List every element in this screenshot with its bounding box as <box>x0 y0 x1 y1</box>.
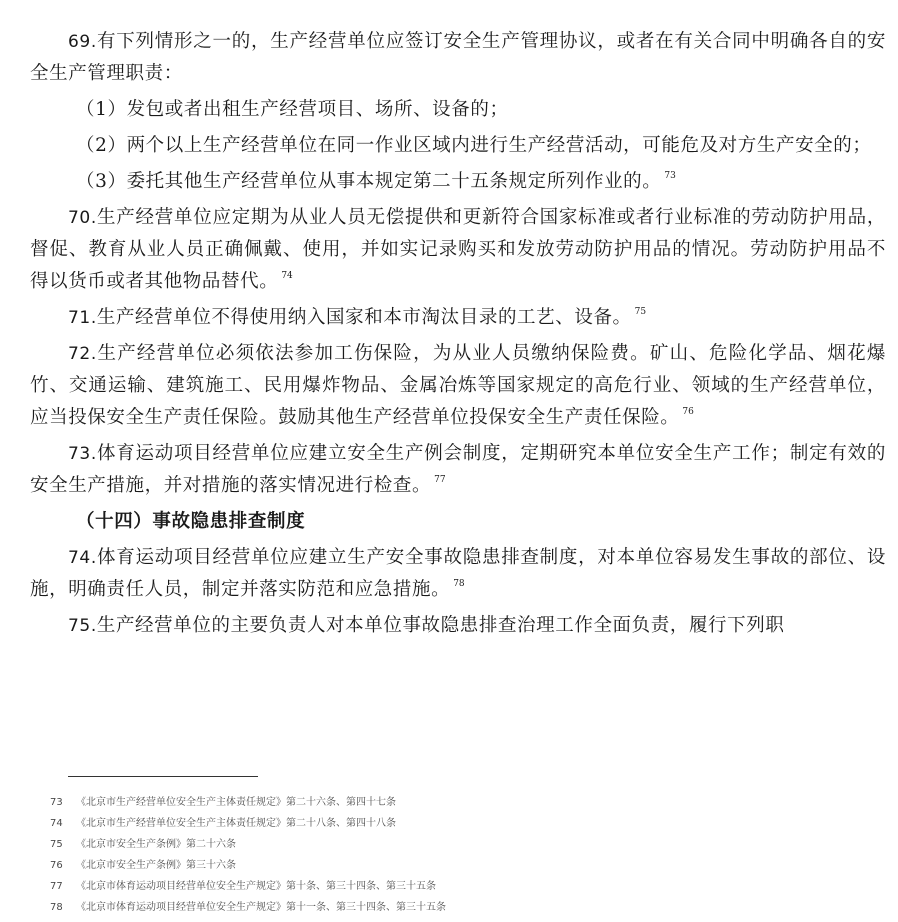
paragraph-p75 <box>30 610 886 642</box>
footnote-ref: 73 <box>664 171 676 181</box>
document-body <box>30 26 886 646</box>
paragraph-text: 生产经营单位必须依法参加工伤保险，为从业人员缴纳保险费。矿山、危险化学品、烟花爆竹、交通运输、建筑施工、民用爆炸物品、金属冶炼等国家规定的高危行业、领域的生产经营单位，应当投保安全生产责任保险。鼓励其他生产经营单位投保安全生产责任保险。 <box>30 343 886 428</box>
paragraph-p70 <box>30 202 886 298</box>
paragraph-text: 体育运动项目经营单位应建立安全生产例会制度，定期研究本单位安全生产工作；制定有效的安全生产措施，并对措施的落实情况进行检查。 <box>30 443 886 496</box>
paragraph-p72 <box>30 338 886 434</box>
paragraph-p69-1 <box>30 94 886 126</box>
paragraph-text: 体育运动项目经营单位应建立生产安全事故隐患排查制度，对本单位容易发生事故的部位、设施，明确责任人员，制定并落实防范和应急措施。 <box>30 547 886 600</box>
paragraph-text: 生产经营单位不得使用纳入国家和本市淘汰目录的工艺、设备。 <box>96 307 632 328</box>
paragraph-text: （2）两个以上生产经营单位在同一作业区域内进行生产经营活动，可能危及对方生产安全的； <box>76 135 872 156</box>
footnote-separator <box>68 776 258 777</box>
footnote-ref: 78 <box>453 579 465 589</box>
item-number: 73. <box>68 444 97 464</box>
footnote-item <box>50 876 850 897</box>
footnote-text: 《北京市体育运动项目经营单位安全生产规定》第十条、第三十四条、第三十五条 <box>76 881 436 892</box>
footnote-ref: 77 <box>434 475 446 485</box>
footnote-text: 《北京市生产经营单位安全生产主体责任规定》第二十六条、第四十七条 <box>76 797 396 808</box>
paragraph-text: 生产经营单位应定期为从业人员无偿提供和更新符合国家标准或者行业标准的劳动防护用品，督促、教育从业人员正确佩戴、使用，并如实记录购买和发放劳动防护用品的情况。劳动防护用品不得以货币或者其他物品替代。 <box>30 207 886 292</box>
item-number: 74. <box>68 548 97 568</box>
footnote-text: 《北京市生产经营单位安全生产主体责任规定》第二十八条、第四十八条 <box>76 818 396 829</box>
footnotes <box>50 792 850 918</box>
paragraph-p69-2 <box>30 130 886 162</box>
footnote-text: 《北京市安全生产条例》第三十六条 <box>76 860 236 871</box>
paragraph-text: 生产经营单位的主要负责人对本单位事故隐患排查治理工作全面负责，履行下列职 <box>96 615 785 636</box>
footnote-item <box>50 897 850 918</box>
paragraph-text: （1）发包或者出租生产经营项目、场所、设备的； <box>76 99 509 120</box>
item-number: 75. <box>68 616 97 636</box>
paragraph-p73 <box>30 438 886 502</box>
footnote-ref: 75 <box>634 307 647 317</box>
paragraph-text: （3）委托其他生产经营单位从事本规定第二十五条规定所列作业的。 <box>76 171 662 192</box>
section-heading <box>30 506 886 538</box>
footnote-number: 73 <box>50 797 63 808</box>
paragraph-p74 <box>30 542 886 606</box>
item-number: 69. <box>68 32 97 52</box>
footnote-item <box>50 834 850 855</box>
paragraph-p71 <box>30 302 886 334</box>
footnote-item <box>50 813 850 834</box>
footnote-number: 76 <box>50 860 63 871</box>
footnote-number: 75 <box>50 839 63 850</box>
footnote-number: 78 <box>50 902 63 913</box>
footnote-number: 74 <box>50 818 63 829</box>
paragraph-p69-3 <box>30 166 886 198</box>
footnote-item <box>50 792 850 813</box>
paragraph-text: （十四）事故隐患排查制度 <box>76 511 306 532</box>
footnote-item <box>50 855 850 876</box>
item-number: 70. <box>68 208 97 228</box>
item-number: 71. <box>68 308 97 328</box>
footnote-ref: 74 <box>281 271 293 281</box>
footnote-text: 《北京市体育运动项目经营单位安全生产规定》第十一条、第三十四条、第三十五条 <box>76 902 446 913</box>
paragraph-text: 有下列情形之一的，生产经营单位应签订安全生产管理协议，或者在有关合同中明确各自的安全生产管理职责： <box>30 31 886 84</box>
item-number: 72. <box>68 344 97 364</box>
footnote-text: 《北京市安全生产条例》第二十六条 <box>76 839 236 850</box>
footnote-ref: 76 <box>682 407 694 417</box>
paragraph-p69 <box>30 26 886 90</box>
footnote-number: 77 <box>50 881 63 892</box>
